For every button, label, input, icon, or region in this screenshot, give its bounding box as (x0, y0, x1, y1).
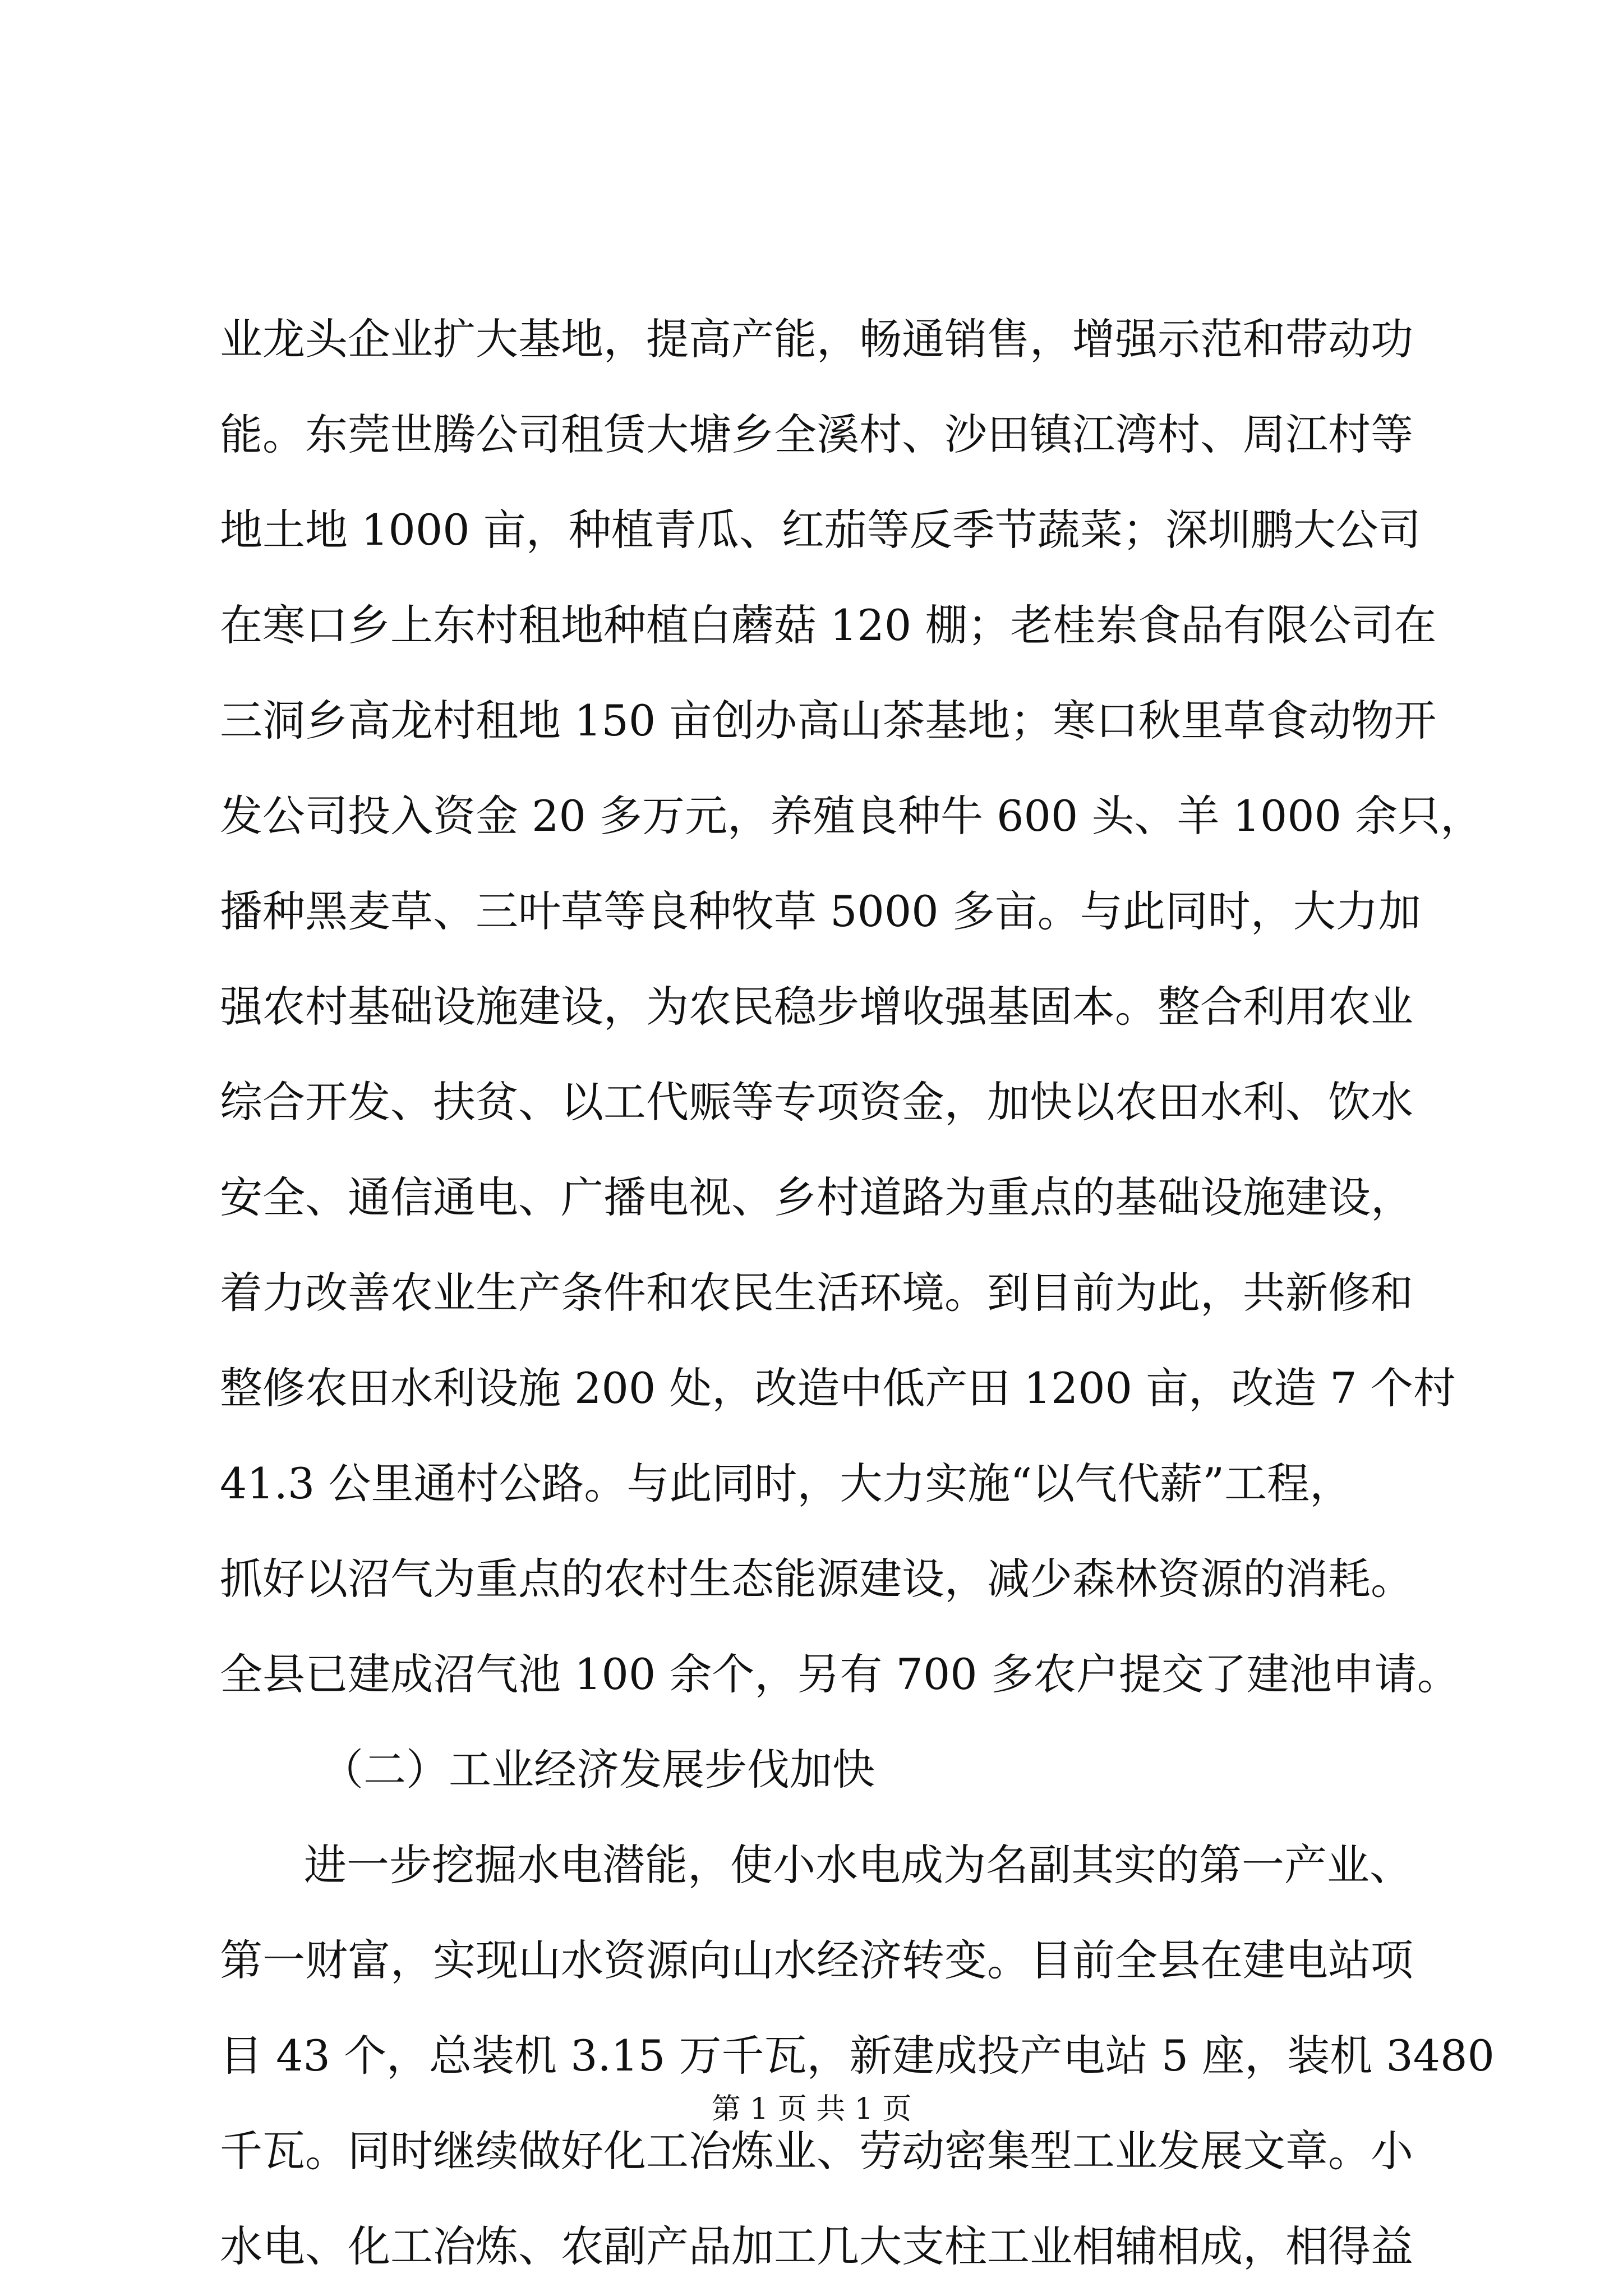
text-line: 强农村基础设施建设，为农民稳步增收强基固本。整合利用农业 (220, 982, 1413, 1032)
text-line: 抓好以沼气为重点的农村生态能源建设，减少森林资源的消耗。 (220, 1554, 1413, 1604)
text-line: 能。东莞世腾公司租赁大塘乡全溪村、沙田镇江湾村、周江村等 (220, 409, 1413, 459)
text-line: 业龙头企业扩大基地，提高产能，畅通销售，增强示范和带动功 (220, 314, 1413, 364)
text-line: 目 43 个，总装机 3.15 万千瓦，新建成投产电站 5 座，装机 3480 (220, 2031, 1495, 2081)
text-line: 综合开发、扶贫、以工代赈等专项资金，加快以农田水利、饮水 (220, 1077, 1413, 1127)
text-line: 在寒口乡上东村租地种植白蘑菇 120 棚；老桂岽食品有限公司在 (220, 600, 1437, 650)
text-line: 整修农田水利设施 200 处，改造中低产田 1200 亩，改造 7 个村 (220, 1363, 1456, 1413)
text-line: 41.3 公里通村公路。与此同时，大力实施“以气代薪”工程， (220, 1458, 1353, 1508)
text-line: 全县已建成沼气池 100 余个，另有 700 多农户提交了建池申请。 (220, 1649, 1460, 1699)
text-line: 水电、化工冶炼、农副产品加工几大支柱工业相辅相成，相得益 (220, 2221, 1413, 2271)
text-line: 着力改善农业生产条件和农民生活环境。到目前为此，共新修和 (220, 1268, 1413, 1318)
page-footer: 第 1 页 共 1 页 (711, 2092, 912, 2126)
text-line: 播种黑麦草、三叶草等良种牧草 5000 多亩。与此同时，大力加 (220, 886, 1421, 936)
section-heading: （二）工业经济发展步伐加快 (321, 1745, 875, 1795)
text-line: 千瓦。同时继续做好化工冶炼业、劳动密集型工业发展文章。小 (220, 2126, 1413, 2176)
text-line: 三洞乡高龙村租地 150 亩创办高山茶基地；寒口秋里草食动物开 (220, 696, 1437, 746)
paragraph-first-line: 进一步挖掘水电潜能，使小水电成为名副其实的第一产业、 (304, 1840, 1412, 1890)
text-line: 第一财富，实现山水资源向山水经济转变。目前全县在建电站项 (220, 1935, 1413, 1985)
text-line: 地土地 1000 亩，种植青瓜、红茄等反季节蔬菜；深圳鹏大公司 (220, 505, 1421, 555)
text-line: 发公司投入资金 20 多万元，养殖良种牛 600 头、羊 1000 余只， (220, 791, 1483, 841)
text-line: 安全、通信通电、广播电视、乡村道路为重点的基础设施建设， (220, 1172, 1413, 1222)
